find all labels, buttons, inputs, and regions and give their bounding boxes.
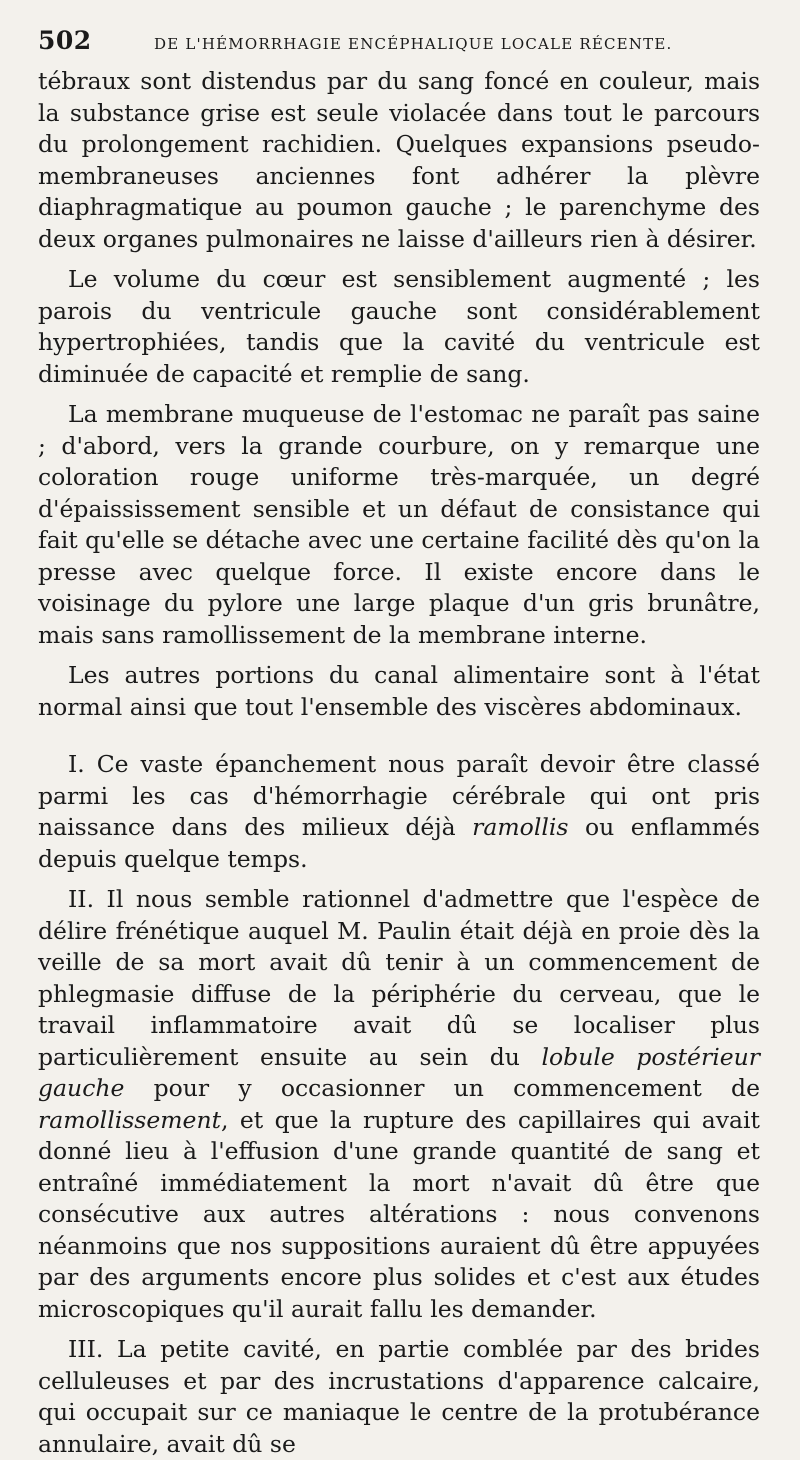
paragraph-text: , et que la rupture des capillaires qui avait donné lieu à l'effusion d'une grande quantité de sang et entraîné immédiatement la mort n'avait dû être que consécutive aux autres altérations : nous convenons néanmoins que nos suppositions auraient dû être appuyées par des arguments encore plus solides et c'est aux études microscopiques qu'il aurait fallu les demander.: [38, 1105, 760, 1323]
paragraph-text: Le volume du cœur est sensiblement augmenté ; les parois du ventricule gauche sont considérablement hypertrophiées, tandis que la cavité du ventricule est diminuée de capacité et remplie de sang.: [38, 265, 760, 388]
italic-term: lobule postérieur gauche: [38, 1042, 760, 1102]
italic-term: ramollis: [472, 813, 569, 841]
body-text: [38, 66, 760, 1460]
italic-term: ramollissement: [38, 1105, 222, 1134]
paragraph-text: pour y occasionner un commencement de: [124, 1074, 760, 1102]
page-number: 502: [38, 26, 92, 55]
running-title: DE L'HÉMORRHAGIE ENCÉPHALIQUE LOCALE RÉCENTE.: [154, 35, 673, 53]
paragraph-text: I. Ce vaste épanchement nous paraît devoir être classé parmi les cas d'hémorrhagie cérébrale qui ont pris naissance dans des milieux déjà: [38, 750, 760, 841]
paragraph: [38, 884, 760, 1325]
page-header: [38, 26, 760, 66]
paragraph: [38, 749, 760, 875]
paragraph: [38, 264, 760, 390]
paragraph-text: II. Il nous semble rationnel d'admettre que l'espèce de délire frénétique auquel M. Paulin était déjà en proie dès la veille de sa mort avait dû tenir à un commencement de phlegmasie diffuse de la périphérie du cerveau, que le travail inflammatoire avait dû se localiser plus particulièrement ensuite au sein du: [38, 885, 760, 1071]
paragraph: [38, 66, 760, 255]
paragraph: [38, 660, 760, 723]
paragraph: [38, 1334, 760, 1460]
paragraph-text: ou enflammés depuis quelque temps.: [38, 813, 760, 873]
paragraph: [38, 399, 760, 651]
paragraph-text: III. La petite cavité, en partie comblée par des brides celluleuses et par des incrustations d'apparence calcaire, qui occupait sur ce maniaque le centre de la protubérance annulaire, avait dû se: [38, 1335, 760, 1458]
paragraph-text: La membrane muqueuse de l'estomac ne paraît pas saine ; d'abord, vers la grande courbure, on y remarque une coloration rouge uniforme très-marquée, un degré d'épaississement sensible et un défaut de consistance qui fait qu'elle se détache avec une certaine facilité dès qu'on la presse avec quelque force. Il existe encore dans le voisinage du pylore une large plaque d'un gris brunâtre, mais sans ramollissement de la membrane interne.: [38, 400, 760, 649]
paragraph-text: Les autres portions du canal alimentaire sont à l'état normal ainsi que tout l'ensemble des viscères abdominaux.: [38, 661, 760, 721]
paragraph-text: tébraux sont distendus par du sang foncé en couleur, mais la substance grise est seule violacée dans tout le parcours du prolongement rachidien. Quelques expansions pseudo-membraneuses anciennes font adhérer la plèvre diaphragmatique au poumon gauche ; le parenchyme des deux organes pulmonaires ne laisse d'ailleurs rien à désirer.: [38, 67, 760, 253]
